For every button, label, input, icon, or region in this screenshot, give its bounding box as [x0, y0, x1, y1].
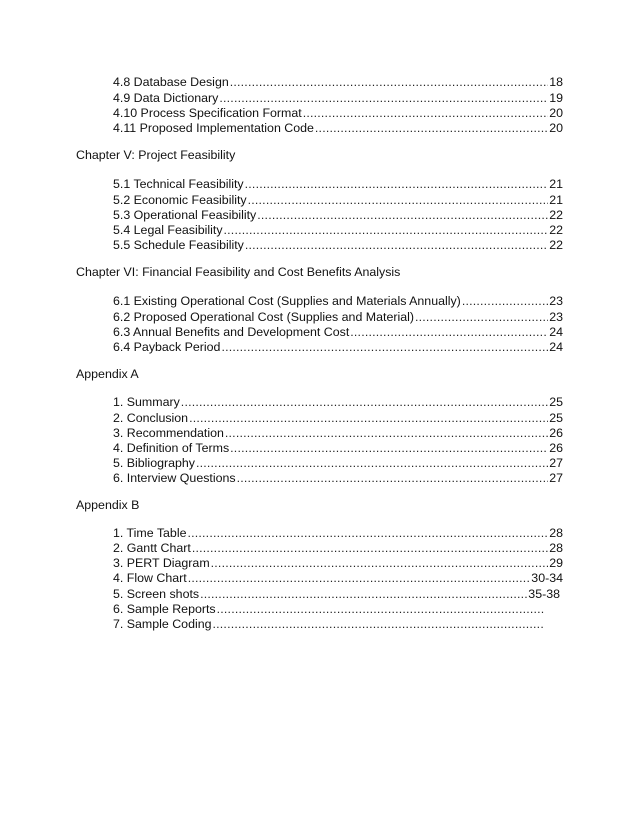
toc-entry-page: 23	[549, 294, 563, 308]
toc-entry-page: 26	[549, 426, 563, 440]
toc-entry-label: 5.3 Operational Feasibility	[113, 208, 257, 222]
toc-entry-label: 4.10 Process Specification Format	[113, 106, 302, 120]
toc-entry-page: 24	[549, 325, 563, 339]
toc-entry-page: 26	[549, 441, 563, 455]
toc-entry-label: 4.11 Proposed Implementation Code	[113, 121, 314, 135]
toc-entry-page: 27	[549, 471, 563, 485]
toc-entry-page: 21	[549, 177, 563, 191]
toc-entry-label: 5.2 Economic Feasibility	[113, 193, 247, 207]
toc-entry-label: 2. Conclusion	[113, 411, 189, 425]
toc-entry-label: 6.2 Proposed Operational Cost (Supplies and Material)	[113, 310, 414, 324]
toc-entry-page: 25	[549, 411, 563, 425]
toc-entry-page: 18	[549, 75, 563, 89]
toc-entry-page: 35-38	[528, 587, 560, 601]
toc-entry-label: 3. Recommendation	[113, 426, 224, 440]
toc-entry-page: 28	[549, 541, 563, 555]
toc-entry-page: 20	[549, 106, 563, 120]
toc-entry	[113, 236, 563, 254]
toc-entry-page: 25	[549, 395, 563, 409]
toc-entry-page: 23	[549, 310, 563, 324]
toc-entry	[113, 338, 563, 356]
toc-entry-label: 5.1 Technical Feasibility	[113, 177, 244, 191]
toc-entry-page: 20	[549, 121, 563, 135]
dot-leader	[315, 119, 548, 137]
toc-entry-page: 21	[549, 193, 563, 207]
toc-entry-page: 27	[549, 456, 563, 470]
toc-entry-label: 5.4 Legal Feasibility	[113, 223, 223, 237]
toc-entry-label: 6. Interview Questions	[113, 471, 236, 485]
appendix-heading: Appendix B	[76, 498, 140, 512]
toc-entry-label: 5. Bibliography	[113, 456, 195, 470]
toc-entry-page: 24	[549, 340, 563, 354]
appendix-heading: Appendix A	[76, 367, 139, 381]
toc-entry	[113, 615, 546, 633]
toc-entry-label: 7. Sample Coding	[113, 617, 212, 631]
toc-entry-label: 4.8 Database Design	[113, 75, 229, 89]
dot-leader	[237, 469, 549, 487]
toc-entry-page: 29	[549, 556, 563, 570]
toc-entry-page: 28	[549, 526, 563, 540]
toc-entry-label: 6.3 Annual Benefits and Development Cost	[113, 325, 350, 339]
toc-entry-label: 2. Gantt Chart	[113, 541, 191, 555]
dot-leader	[213, 615, 546, 633]
toc-entry-label: 6.4 Payback Period	[113, 340, 221, 354]
toc-entry-label: 6.1 Existing Operational Cost (Supplies and Materials Annually)	[113, 294, 461, 308]
toc-entry-label: 4. Definition of Terms	[113, 441, 230, 455]
dot-leader	[245, 236, 548, 254]
toc-entry-label: 4.9 Data Dictionary	[113, 91, 219, 105]
toc-entry-page: 22	[549, 208, 563, 222]
toc-entry-page: 22	[549, 238, 563, 252]
toc-entry-label: 1. Time Table	[113, 526, 187, 540]
chapter-heading: Chapter VI: Financial Feasibility and Cost Benefits Analysis	[76, 265, 401, 279]
dot-leader	[221, 338, 548, 356]
toc-entry-label: 5. Screen shots	[113, 587, 200, 601]
toc-entry-label: 6. Sample Reports	[113, 602, 216, 616]
toc-entry-page: 19	[549, 91, 563, 105]
chapter-heading: Chapter V: Project Feasibility	[76, 148, 236, 162]
toc-entry	[113, 119, 563, 137]
toc-entry-label: 1. Summary	[113, 395, 180, 409]
toc-entry-label: 5.5 Schedule Feasibility	[113, 238, 244, 252]
toc-entry-label: 4. Flow Chart	[113, 571, 187, 585]
toc-entry-page: 22	[549, 223, 563, 237]
toc-entry-label: 3. PERT Diagram	[113, 556, 210, 570]
toc-entry	[113, 469, 563, 487]
toc-entry-page: 30-34	[531, 571, 563, 585]
